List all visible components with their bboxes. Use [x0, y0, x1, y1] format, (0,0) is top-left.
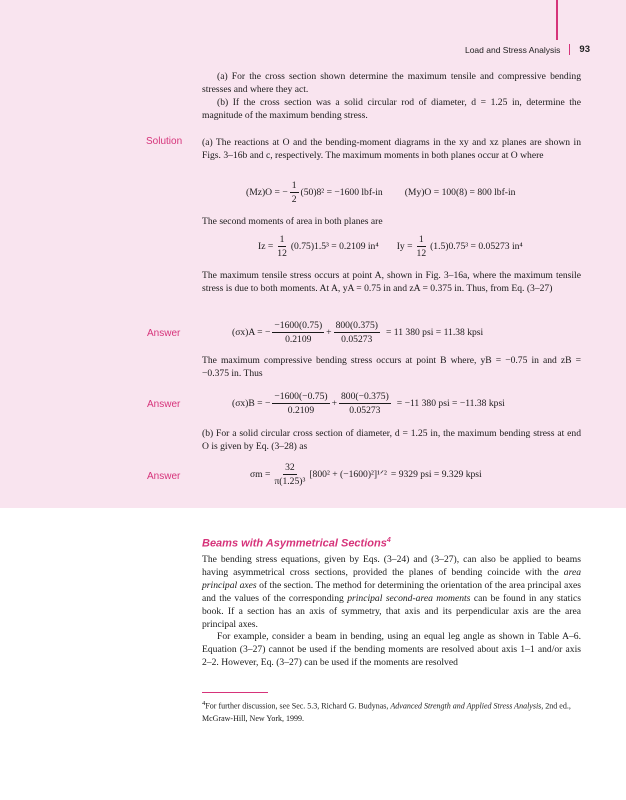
eq4-num2: 800(−0.375)	[340, 391, 389, 402]
equation-moments	[246, 180, 515, 205]
eq1-frac-den: 2	[291, 194, 297, 205]
eq1-frac-num: 1	[291, 180, 297, 191]
eq4-den2: 0.05273	[349, 405, 381, 416]
eq2-fraction-1	[275, 234, 289, 259]
eq2-frac2-den: 12	[416, 248, 427, 259]
eq2-rhs2: (1.5)0.75³ = 0.05273 in⁴	[430, 241, 523, 252]
answer-label-1: Answer	[147, 328, 181, 339]
answer-label-3: Answer	[147, 471, 181, 482]
footnote-mark: 4	[202, 700, 206, 707]
eq5-bracket: [800² + (−1600)²]¹ᐟ²	[309, 469, 387, 480]
header-divider	[569, 44, 570, 55]
eq3-fraction-1	[272, 320, 324, 345]
equation-max-compressive	[232, 391, 505, 416]
solution-paragraph-2: The second moments of area in both planes are	[202, 216, 383, 227]
eq1-fraction	[290, 180, 299, 205]
eq4-plus: +	[331, 398, 337, 409]
eq1-lhs: (Mz)O = −	[246, 187, 288, 198]
footnote-rule	[202, 692, 268, 693]
answer-label-2: Answer	[147, 399, 181, 410]
equation-circular-stress	[250, 462, 482, 487]
footnote-text-a: For further discussion, see Sec. 5.3, Richard G. Budynas,	[205, 701, 391, 711]
eq1-rhs2: (My)O = 100(8) = 800 lbf-in	[404, 187, 516, 198]
section-paragraph-1	[202, 553, 581, 631]
running-title: Load and Stress Analysis	[464, 44, 561, 55]
section-heading-text: Beams with Asymmetrical Sections	[202, 537, 387, 550]
solution-paragraph-4: The maximum compressive bending stress occurs at point B where, yB = −0.75 in and zB = −0.375 in. Thus	[202, 355, 581, 379]
eq3-den1: 0.2109	[285, 334, 312, 345]
eq4-rhs: = −11 380 psi = −11.38 kpsi	[396, 398, 505, 409]
eq2-fraction-2	[415, 234, 429, 259]
eq2-rhs1: (0.75)1.5³ = 0.2109 in⁴	[290, 241, 379, 252]
footnote	[202, 698, 581, 725]
section-p1-text-a: The bending stress equations, given by Eqs. (3–24) and (3–27), can also be applied to beams having asymmetrical cross sections, provided the planes of bending coincide with the	[202, 554, 581, 578]
eq2-lhs2: Iy =	[396, 241, 413, 252]
eq3-rhs: = 11 380 psi = 11.38 kpsi	[385, 327, 484, 338]
eq3-num2: 800(0.375)	[335, 320, 378, 331]
solution-paragraph-3: The maximum tensile stress occurs at point A, shown in Fig. 3–16a, where the maximum tensile stress is due to both moments. At A, yA = 0.75 in and zA = 0.375 in. Thus, from Eq. (3–27)	[202, 270, 581, 294]
section-p1-emphasis-2: principal second-area moments	[347, 593, 471, 604]
equation-max-tensile	[232, 320, 483, 345]
section-heading	[202, 537, 391, 550]
section-p1-emphasis-1: area principal axes	[202, 567, 581, 591]
section-p1-text-c: can be found in any statics book. If a section has an axis of symmetry, that axis and its perpendicular axis are the area principal axes.	[202, 593, 581, 630]
eq4-fraction-2	[339, 391, 391, 416]
eq5-num: 32	[285, 462, 295, 473]
eq5-fraction	[272, 462, 307, 487]
problem-part-a: (a) For the cross section shown determine the maximum tensile and compressive bending stresses and where they act.	[202, 71, 581, 95]
eq2-frac2-num: 1	[418, 234, 424, 245]
eq3-lhs: (σx)A = −	[232, 327, 271, 338]
eq5-rhs: = 9329 psi = 9.329 kpsi	[390, 469, 482, 480]
eq3-den2: 0.05273	[341, 334, 373, 345]
equation-second-moments	[258, 234, 523, 259]
footnote-book-title: Advanced Strength and Applied Stress Analysis,	[390, 701, 544, 711]
solution-paragraph-5: (b) For a solid circular cross section of diameter, d = 1.25 in, the maximum bending stress at end O is given by Eq. (3–28) as	[202, 428, 581, 452]
eq3-num1: −1600(0.75)	[274, 320, 323, 331]
eq4-lhs: (σx)B = −	[232, 398, 271, 409]
eq3-fraction-2	[334, 320, 380, 345]
solution-paragraph-1: (a) The reactions at O and the bending-moment diagrams in the xy and xz planes are shown in Figs. 3–16b and c, respectively. The maximum moments in both planes occur at O where	[202, 137, 581, 161]
eq5-den: π(1.25)³	[274, 476, 306, 487]
footnote-text-b: 2nd ed., McGraw-Hill, New York, 1999.	[202, 701, 571, 723]
eq1-rhs: (50)8² = −1600 lbf-in	[300, 187, 383, 198]
eq2-frac1-den: 12	[277, 248, 287, 259]
eq4-fraction-1	[272, 391, 329, 416]
eq4-num1: −1600(−0.75)	[274, 391, 328, 402]
section-heading-footnote-mark: 4	[386, 537, 391, 544]
section-paragraph-2: For example, consider a beam in bending, using an equal leg angle as shown in Table A–6. Equation (3–27) cannot be used if the bending moments are resolved about axis 1–1 and/or axis 2–2. However, Eq. (3–27) can be used if the moments are resolved	[202, 631, 581, 668]
page-number: 93	[579, 44, 590, 55]
eq4-den1: 0.2109	[287, 405, 315, 416]
eq3-plus: +	[326, 327, 332, 338]
section-p1-text-b: of the section. The method for determining the orientation of the area principal axes and the values of the corresponding	[202, 580, 581, 604]
running-header	[465, 44, 590, 55]
eq2-frac1-num: 1	[279, 234, 285, 245]
problem-part-b: (b) If the cross section was a solid circular rod of diameter, d = 1.25 in, determine the magnitude of the maximum bending stress.	[202, 97, 581, 121]
solution-label: Solution	[146, 136, 183, 147]
page-edge-rule	[556, 0, 558, 40]
eq2-lhs1: Iz =	[258, 241, 274, 252]
eq5-lhs: σm =	[250, 469, 271, 480]
